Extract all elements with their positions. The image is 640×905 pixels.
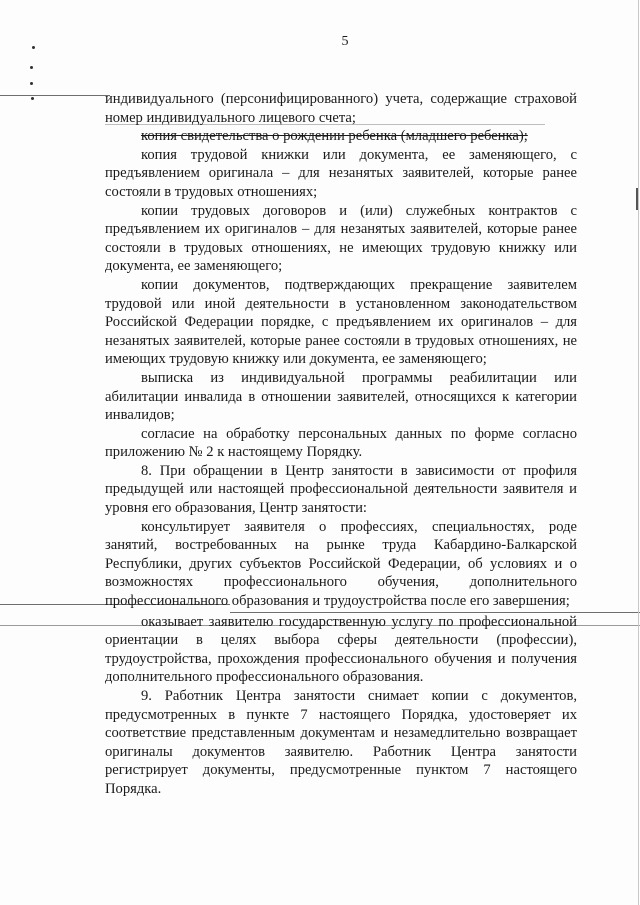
paragraph: копия свидетельства о рождении ребенка (младшего ребенка); (141, 128, 528, 145)
paragraph: консультирует заявителя о профессиях, специальностях, роде занятий, востребованных на рынке труда Кабардино-Балкарской Республики, других субъектов Российской Федерации, об условиях и о возможностях профессионального обучения, дополнительного профессионального образования и трудоустройства после его завершения; (105, 518, 577, 610)
scan-mark (31, 97, 34, 100)
edge-mark (638, 0, 639, 905)
scan-mark (30, 82, 33, 85)
paragraph: 8. При обращении в Центр занятости в зависимости от профиля предыдущей или настоящей профессиональной деятельности заявителя и уровня его образования, Центр занятости: (105, 462, 577, 517)
paragraph: оказывает заявителю государственную услугу по профессиональной ориентации в целях выбора сферы деятельности (профессии), трудоустройства, прохождения профессионального обучения и получения дополнительного профессионального образования. (105, 613, 577, 686)
page-number: 5 (341, 34, 349, 49)
document-body (105, 90, 577, 799)
paragraph: копии документов, подтверждающих прекращение заявителем трудовой или иной деятельности в установленном законодательством Российской Федерации порядке, с предъявлением их оригиналов – для незанятых заявителей, которые ранее состояли в трудовых отношениях, не имеющих трудовую книжку или документа, ее заменяющего; (105, 276, 577, 368)
paragraph: согласие на обработку персональных данных по форме согласно приложению № 2 к настоящему Порядку. (105, 425, 577, 461)
scan-mark (30, 66, 33, 69)
paragraph: 9. Работник Центра занятости снимает копии с документов, предусмотренных в пункте 7 настоящего Порядка, удостоверяет их соответствие представленным документам и незамедлительно возвращает оригиналы документов заявителю. Работник Центра занятости регистрирует документы, предусмотренные пунктом 7 настоящего Порядка. (105, 688, 577, 797)
paragraph: выписка из индивидуальной программы реабилитации или абилитации инвалида в отношении заявителей, относящихся к категории инвалидов; (105, 369, 577, 424)
paragraph: копии трудовых договоров и (или) служебных контрактов с предъявлением их оригиналов – для незанятых заявителей, которые ранее состояли в трудовых отношениях, не имеющих трудовую книжку или документа, ее заменяющего; (105, 202, 577, 275)
scan-line (0, 95, 110, 96)
paragraph: копия трудовой книжки или документа, ее заменяющего, с предъявлением оригинала – для незанятых заявителей, которые ранее состояли в трудовых отношениях; (105, 146, 577, 200)
paragraph: индивидуального (персонифицированного) учета, содержащие страховой номер индивидуального лицевого счета; (105, 91, 577, 126)
